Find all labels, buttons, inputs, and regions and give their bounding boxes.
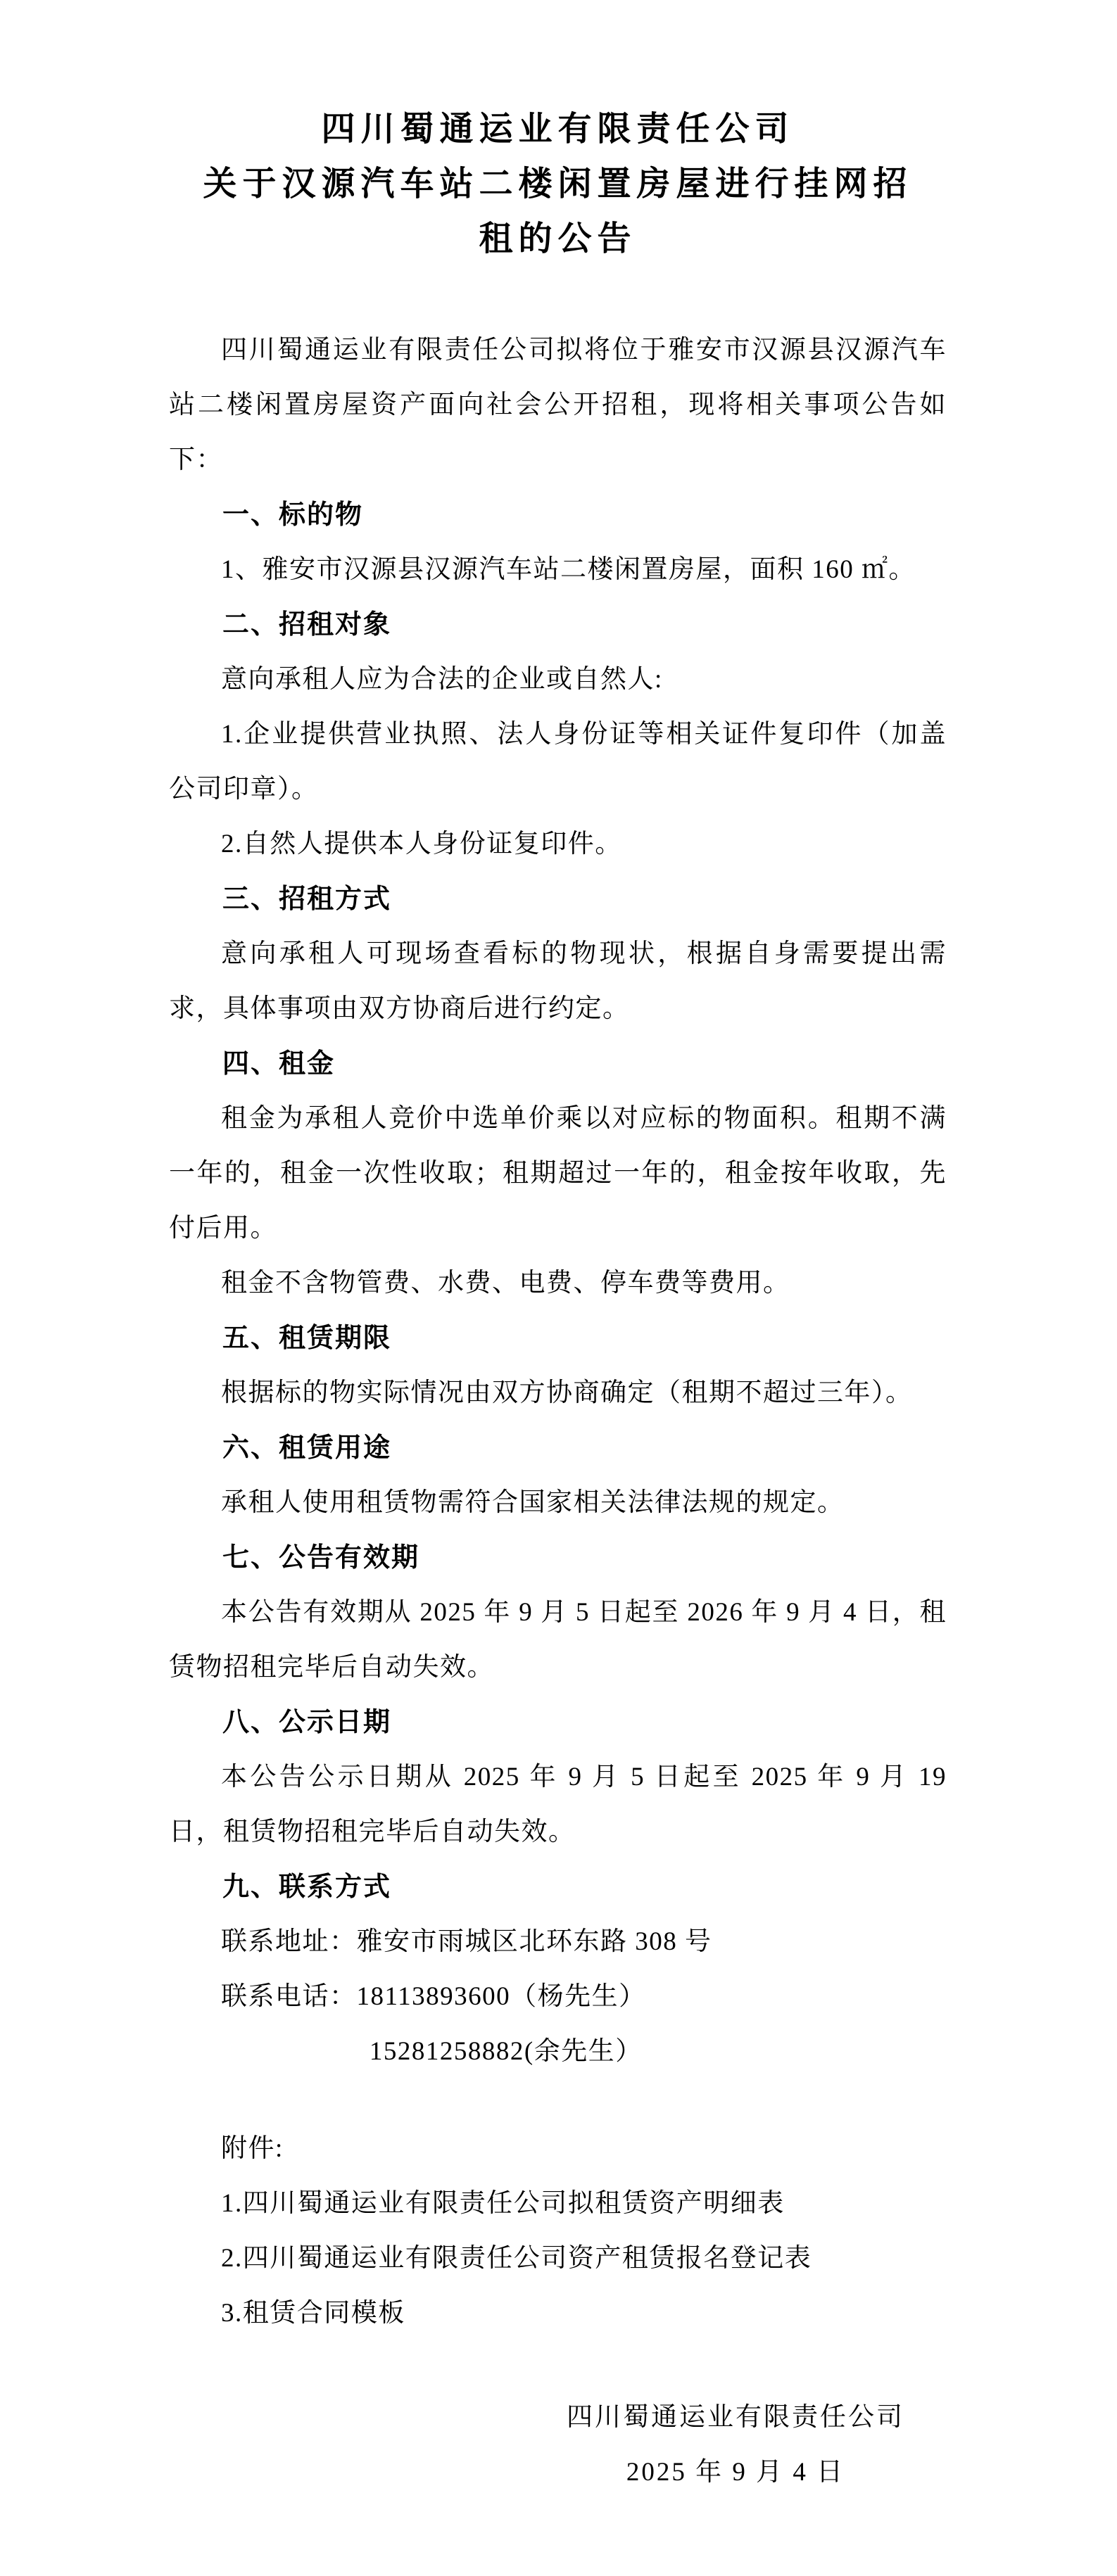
section-1-paragraph: 1、雅安市汉源县汉源汽车站二楼闲置房屋，面积 160 ㎡。 [221,555,916,584]
document-body [169,0,947,2500]
signature-company: 四川蜀通运业有限责任公司 [567,2403,904,2432]
doc-title-line-1: 四川蜀通运业有限责任公司 [321,110,795,148]
attachment-item-1: 1.四川蜀通运业有限责任公司拟租赁资产明细表 [221,2189,785,2218]
attachment-item-3: 3.租赁合同模板 [221,2299,405,2328]
section-heading-8: 八、公示日期 [222,1708,392,1737]
contact-address: 联系地址：雅安市雨城区北环东路 308 号 [221,1927,712,1956]
section-heading-4: 四、租金 [222,1049,336,1079]
contact-phone-2: 15281258882(余先生） [369,2037,643,2066]
doc-title-line-2: 关于汉源汽车站二楼闲置房屋进行挂网招 [203,165,913,203]
section-8-paragraph: 本公告公示日期从 2025 年 9 月 5 日起至 2025 年 9 月 19 日，租赁物招租完毕后自动失效。 [169,1763,947,1846]
section-heading-5: 五、租赁期限 [222,1324,392,1353]
attachment-item-2: 2.四川蜀通运业有限责任公司资产租赁报名登记表 [221,2244,812,2273]
section-4-paragraph: 租金为承租人竞价中选单价乘以对应标的物面积。租期不满一年的，租金一次性收取；租期超过一年的，租金按年收取，先付后用。 [169,1104,947,1243]
section-5-paragraph: 根据标的物实际情况由双方协商确定（租期不超过三年）。 [221,1378,913,1407]
section-7-paragraph: 本公告有效期从 2025 年 9 月 5 日起至 2026 年 9 月 4 日，租赁物招租完毕后自动失效。 [169,1598,947,1682]
section-heading-7: 七、公告有效期 [222,1543,420,1573]
section-heading-3: 三、招租方式 [222,884,392,914]
section-2-paragraph: 1.企业提供营业执照、法人身份证等相关证件复印件（加盖公司印章）。 [169,720,947,804]
intro-paragraph: 四川蜀通运业有限责任公司拟将位于雅安市汉源县汉源汽车站二楼闲置房屋资产面向社会公开招租，现将相关事项公告如下： [169,336,947,474]
doc-title-line-3: 租的公告 [479,220,637,258]
section-3-paragraph: 意向承租人可现场查看标的物现状，根据自身需要提出需求，具体事项由双方协商后进行约定。 [169,939,947,1023]
section-heading-2: 二、招租对象 [222,610,392,640]
doc-title [169,102,947,267]
section-heading-1: 一、标的物 [222,500,364,530]
signature-block [567,2390,904,2500]
attachments-label: 附件: [221,2134,284,2163]
section-heading-9: 九、联系方式 [222,1872,392,1902]
signature-date: 2025 年 9 月 4 日 [626,2458,845,2487]
section-6-paragraph: 承租人使用租赁物需符合国家相关法律法规的规定。 [221,1488,845,1517]
section-heading-6: 六、租赁用途 [222,1433,392,1463]
section-4-paragraph: 租金不含物管费、水费、电费、停车费等费用。 [221,1269,790,1297]
section-2-paragraph: 2.自然人提供本人身份证复印件。 [221,830,622,858]
section-2-paragraph: 意向承租人应为合法的企业或自然人: [221,665,663,694]
contact-phone-1: 联系电话：18113893600（杨先生） [221,1982,646,2011]
